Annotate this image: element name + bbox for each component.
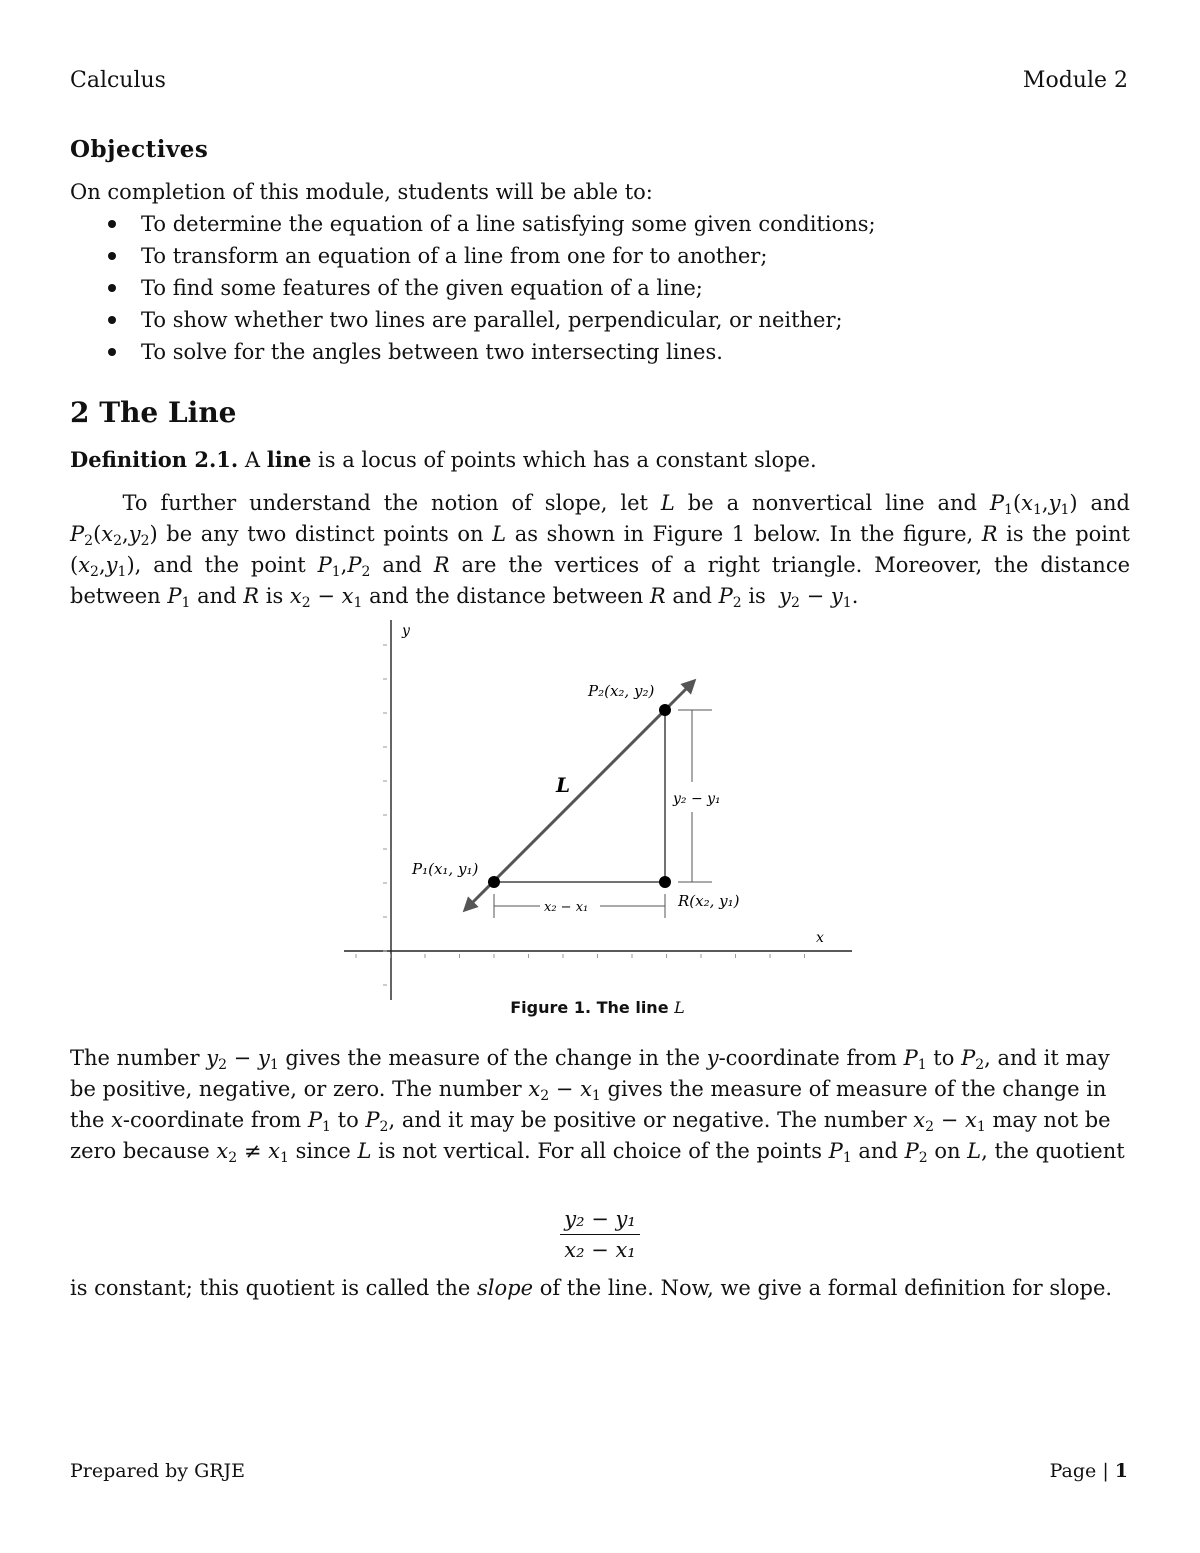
- dx-label: x₂ − x₁: [544, 900, 589, 915]
- line-L: [468, 684, 691, 907]
- list-item: To determine the equation of a line satisfying some given conditions;: [70, 210, 876, 242]
- p2-label: P₂(x₂, y₂): [588, 682, 655, 700]
- objectives-heading: Objectives: [70, 136, 209, 163]
- x-axis-ticks: [356, 954, 805, 958]
- dy-label: y₂ − y₁: [673, 791, 721, 807]
- list-item: To solve for the angles between two intersecting lines.: [70, 338, 876, 370]
- bullet-icon: [108, 348, 116, 356]
- r-label: R(x₂, y₁): [678, 892, 740, 910]
- objectives-intro: On completion of this module, students will be able to:: [70, 180, 653, 204]
- quotient-numerator: y₂ − y₁: [560, 1204, 640, 1235]
- bullet-icon: [108, 316, 116, 324]
- bullet-icon: [108, 220, 116, 228]
- change-paragraph: The number $y_2 - y_1$ gives the measure of the change in the y-coordinate from $P_1$ to $P_2$, and it may be positive, negative, or zero. The number $x_2 - x_1$ gives the measure of measure of the change in the x-coordinate from $P_1$ to $P_2$, and it may be positive or negative. The number $x_2 - x_1$ may not be zero because $x_2 \ne x_1$ since L is not vertical. For all choice of the points $P_1$ and $P_2$ on L, the quotient: [70, 1046, 1125, 1166]
- point-p1: [488, 876, 500, 888]
- list-item: To show whether two lines are parallel, perpendicular, or neither;: [70, 306, 876, 338]
- definition-2-1: Definition 2.1. A line is a locus of points which has a constant slope.: [70, 447, 817, 472]
- footer-page: Page | 1: [1049, 1460, 1128, 1482]
- point-p2: [659, 704, 671, 716]
- p1-label: P₁(x₁, y₁): [412, 860, 479, 878]
- y-axis-ticks: [383, 645, 387, 985]
- figure-1-line-diagram: [340, 612, 860, 1002]
- quotient-denominator: x₂ − x₁: [564, 1238, 636, 1262]
- x-axis-label: x: [816, 930, 824, 946]
- bullet-icon: [108, 284, 116, 292]
- header-course: Calculus: [70, 68, 166, 93]
- point-r: [659, 876, 671, 888]
- objectives-list: [70, 210, 876, 370]
- slope-intro-paragraph: To further understand the notion of slope, let L be a nonvertical line and $P_1(x_1,y_1)$ and $P_2(x_2,y_2)$ be any two distinct points on L as shown in Figure 1 below. In the figure, R is the point $(x_2,y_1)$, and the point $P_1,P_2$ and R are the vertices of a right triangle. Moreover, the distance between $P_1$ and R is $x_2 - x_1$ and the distance between R and $P_2$ is $y_2 - y_1$.: [70, 491, 1131, 611]
- header-module: Module 2: [1022, 68, 1128, 93]
- list-item: To find some features of the given equation of a line;: [70, 274, 876, 306]
- slope-quotient: [540, 1204, 660, 1265]
- figure-caption: Figure 1. The line L: [510, 998, 685, 1017]
- list-item: To transform an equation of a line from one for to another;: [70, 242, 876, 274]
- bullet-icon: [108, 252, 116, 260]
- line-L-label: L: [556, 773, 571, 797]
- y-axis-label: y: [402, 623, 410, 639]
- slope-paragraph: is constant; this quotient is called the slope of the line. Now, we give a formal definition for slope.: [70, 1276, 1113, 1300]
- section-heading: 2 The Line: [70, 396, 237, 429]
- footer-author: Prepared by GRJE: [70, 1460, 246, 1482]
